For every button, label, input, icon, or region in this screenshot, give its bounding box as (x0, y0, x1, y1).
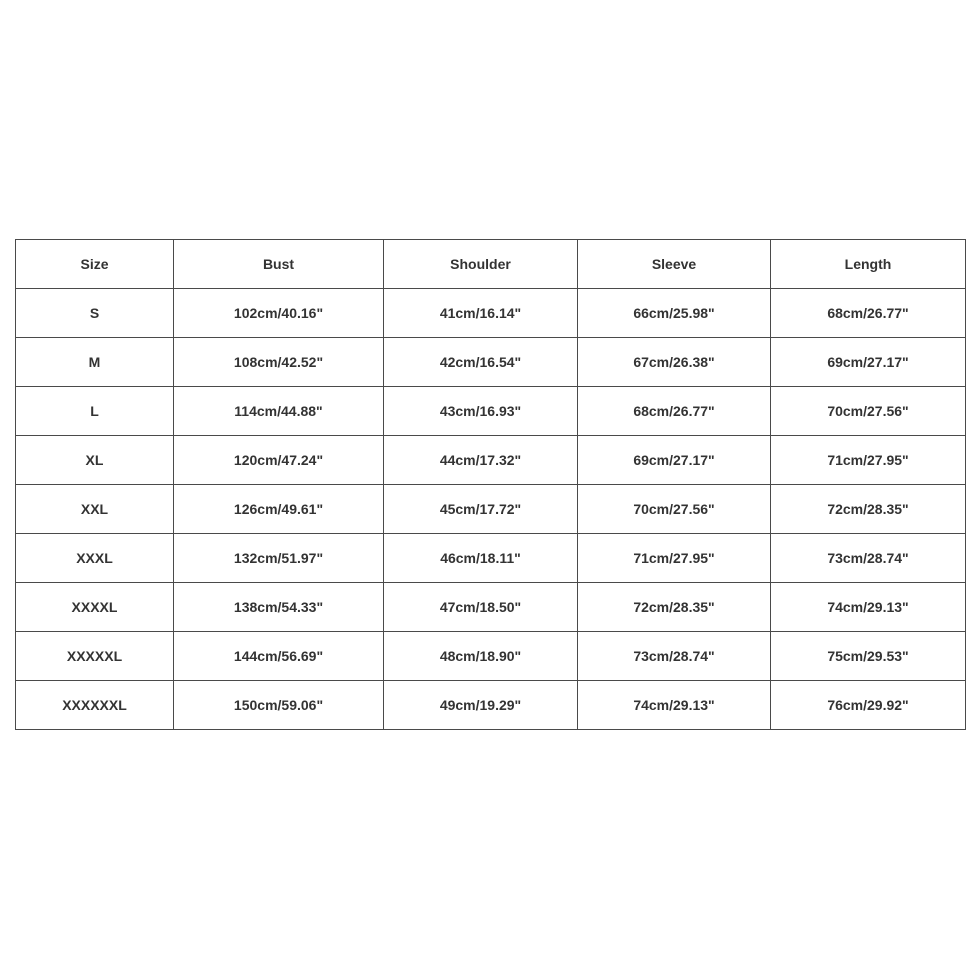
table-row (16, 681, 966, 730)
table-row (16, 534, 966, 583)
cell-size: XXXL (16, 534, 174, 583)
cell-bust: 114cm/44.88" (174, 387, 384, 436)
header-sleeve: Sleeve (578, 240, 771, 289)
cell-sleeve: 69cm/27.17" (578, 436, 771, 485)
cell-length: 74cm/29.13" (771, 583, 966, 632)
cell-shoulder: 46cm/18.11" (384, 534, 578, 583)
cell-length: 69cm/27.17" (771, 338, 966, 387)
cell-size: S (16, 289, 174, 338)
cell-length: 71cm/27.95" (771, 436, 966, 485)
cell-sleeve: 68cm/26.77" (578, 387, 771, 436)
cell-size: XXL (16, 485, 174, 534)
cell-length: 76cm/29.92" (771, 681, 966, 730)
cell-sleeve: 66cm/25.98" (578, 289, 771, 338)
table-row (16, 436, 966, 485)
header-shoulder: Shoulder (384, 240, 578, 289)
cell-size: XXXXXL (16, 632, 174, 681)
cell-sleeve: 71cm/27.95" (578, 534, 771, 583)
table-row (16, 289, 966, 338)
cell-bust: 144cm/56.69" (174, 632, 384, 681)
cell-shoulder: 48cm/18.90" (384, 632, 578, 681)
cell-shoulder: 44cm/17.32" (384, 436, 578, 485)
cell-sleeve: 72cm/28.35" (578, 583, 771, 632)
cell-sleeve: 67cm/26.38" (578, 338, 771, 387)
cell-size: M (16, 338, 174, 387)
header-size: Size (16, 240, 174, 289)
header-length: Length (771, 240, 966, 289)
cell-size: XL (16, 436, 174, 485)
table-row (16, 583, 966, 632)
cell-size: XXXXXXL (16, 681, 174, 730)
cell-size: L (16, 387, 174, 436)
cell-bust: 126cm/49.61" (174, 485, 384, 534)
table-row (16, 485, 966, 534)
cell-size: XXXXL (16, 583, 174, 632)
size-chart-table (15, 239, 966, 730)
cell-shoulder: 49cm/19.29" (384, 681, 578, 730)
table-row (16, 632, 966, 681)
cell-length: 75cm/29.53" (771, 632, 966, 681)
cell-bust: 120cm/47.24" (174, 436, 384, 485)
cell-bust: 138cm/54.33" (174, 583, 384, 632)
cell-shoulder: 43cm/16.93" (384, 387, 578, 436)
header-bust: Bust (174, 240, 384, 289)
cell-bust: 150cm/59.06" (174, 681, 384, 730)
cell-sleeve: 74cm/29.13" (578, 681, 771, 730)
cell-bust: 108cm/42.52" (174, 338, 384, 387)
cell-length: 70cm/27.56" (771, 387, 966, 436)
cell-shoulder: 42cm/16.54" (384, 338, 578, 387)
cell-bust: 102cm/40.16" (174, 289, 384, 338)
table-row (16, 387, 966, 436)
cell-sleeve: 70cm/27.56" (578, 485, 771, 534)
cell-shoulder: 47cm/18.50" (384, 583, 578, 632)
cell-sleeve: 73cm/28.74" (578, 632, 771, 681)
header-row (16, 240, 966, 289)
cell-length: 72cm/28.35" (771, 485, 966, 534)
cell-shoulder: 45cm/17.72" (384, 485, 578, 534)
cell-shoulder: 41cm/16.14" (384, 289, 578, 338)
cell-length: 68cm/26.77" (771, 289, 966, 338)
table-row (16, 338, 966, 387)
cell-bust: 132cm/51.97" (174, 534, 384, 583)
cell-length: 73cm/28.74" (771, 534, 966, 583)
